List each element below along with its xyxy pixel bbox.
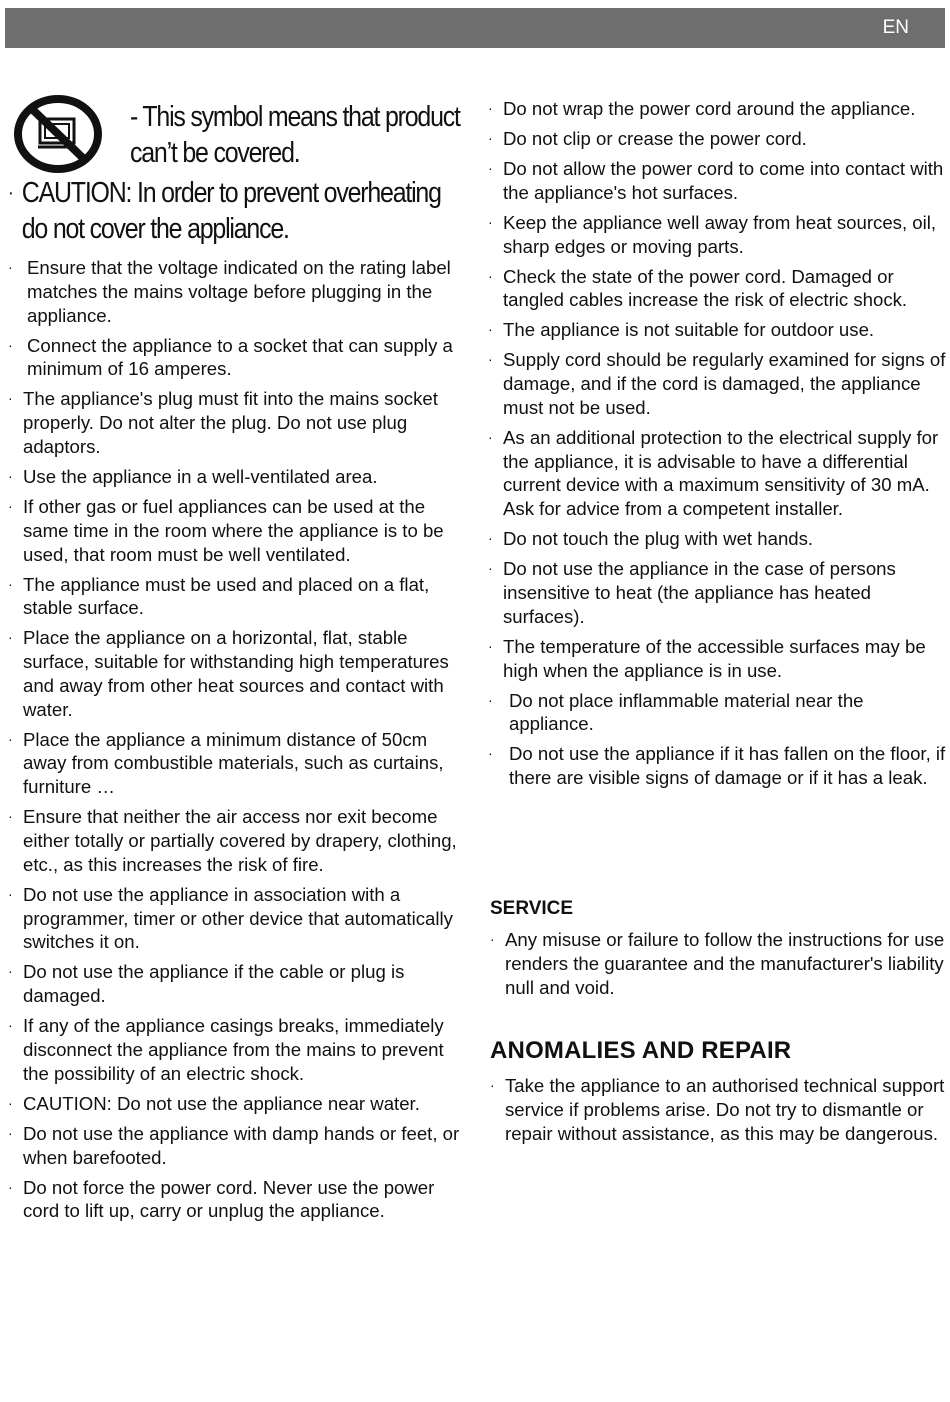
caution-text: CAUTION: In order to prevent overheating do not cover the appliance. [21, 177, 441, 245]
no-cover-symbol-block [14, 95, 460, 175]
list-item: · Keep the appliance well away from heat sources, oil, sharp edges or moving parts. [488, 211, 937, 257]
list-item: · Do not touch the plug with wet hands. [488, 528, 814, 550]
list-item: · Do not use the appliance if it has fallen on the floor, if there are visible signs of damage or if it has a leak. [488, 743, 946, 789]
list-item: · The appliance's plug must fit into the mains socket properly. Do not alter the plug. Do not use plug adaptors. [8, 388, 438, 457]
list-item: · Ensure that the voltage indicated on the rating label matches the mains voltage before plugging in the appliance. [8, 257, 451, 326]
list-item: · Any misuse or failure to follow the instructions for use renders the guarantee and the manufacturer's liability null and void. [490, 929, 945, 998]
list-item: · Ensure that neither the air access nor exit become either totally or partially covered by drapery, clothing, etc., as this increases the risk of fire. [8, 806, 457, 875]
list-item: · Do not use the appliance if the cable or plug is damaged. [8, 961, 405, 1007]
list-item: · The appliance is not suitable for outdoor use. [488, 319, 875, 341]
caution-heading [8, 175, 455, 247]
list-item: · Connect the appliance to a socket that can supply a minimum of 16 amperes. [8, 334, 453, 380]
list-item: · Do not clip or crease the power cord. [488, 127, 807, 149]
bullet: · [8, 182, 13, 204]
list-item: · Use the appliance in a well-ventilated area. [8, 465, 378, 487]
list-item: · Do not use the appliance in association with a programmer, timer or other device that automatically switches it on. [8, 883, 453, 953]
list-item: · Do not wrap the power cord around the appliance. [488, 98, 916, 119]
right-safety-list [488, 97, 946, 796]
anomalies-list [490, 1074, 945, 1152]
list-item: · CAUTION: Do not use the appliance near water. [8, 1092, 420, 1114]
list-item: · The temperature of the accessible surfaces may be high when the appliance is in use. [488, 635, 926, 681]
list-item: · The appliance must be used and placed on a flat, stable surface. [8, 573, 430, 619]
language-label: EN [882, 17, 909, 38]
list-item: · Do not force the power cord. Never use the power cord to lift up, carry or unplug the appliance. [8, 1176, 435, 1222]
list-item: · Supply cord should be regularly examined for signs of damage, and if the cord is damaged, the appliance must not be used. [488, 349, 946, 418]
left-safety-list [8, 256, 463, 1229]
service-heading: SERVICE [490, 898, 574, 919]
list-item: · Do not place inflammable material near the appliance. [488, 689, 864, 735]
list-item: · If other gas or fuel appliances can be used at the same time in the room where the appliance is to be used, that room must be well ventilated. [8, 495, 444, 565]
anomalies-heading: ANOMALIES AND REPAIR [490, 1037, 792, 1064]
list-item: · Take the appliance to an authorised technical support service if problems arise. Do not try to dismantle or repair without assistance, as this may be dangerous. [490, 1075, 945, 1144]
symbol-description: - This symbol means that product can’t be covered. [130, 101, 460, 169]
header-bar [5, 8, 945, 48]
list-item: · As an additional protection to the electrical supply for the appliance, it is advisable to have a differential current device with a maximum sensitivity of 30 mA. Ask for advice from a competent installer. [488, 426, 939, 520]
list-item: · If any of the appliance casings breaks, immediately disconnect the appliance from the mains to prevent the possibility of an electric shock. [8, 1015, 444, 1084]
list-item: · Do not allow the power cord to come into contact with the appliance's hot surfaces. [488, 157, 944, 203]
list-item: · Do not use the appliance with damp hands or feet, or when barefooted. [8, 1122, 460, 1168]
list-item: · Do not use the appliance in the case of persons insensitive to heat (the appliance has heated surfaces). [488, 558, 896, 627]
service-list [490, 928, 945, 1006]
list-item: · Check the state of the power cord. Damaged or tangled cables increase the risk of electric shock. [488, 265, 908, 311]
list-item: · Place the appliance on a horizontal, flat, stable surface, suitable for withstanding high temperatures and away from other heat sources and contact with water. [8, 627, 449, 720]
list-item: · Place the appliance a minimum distance of 50cm away from combustible materials, such as curtains, furniture … [8, 728, 444, 798]
no-cover-icon [14, 95, 102, 173]
